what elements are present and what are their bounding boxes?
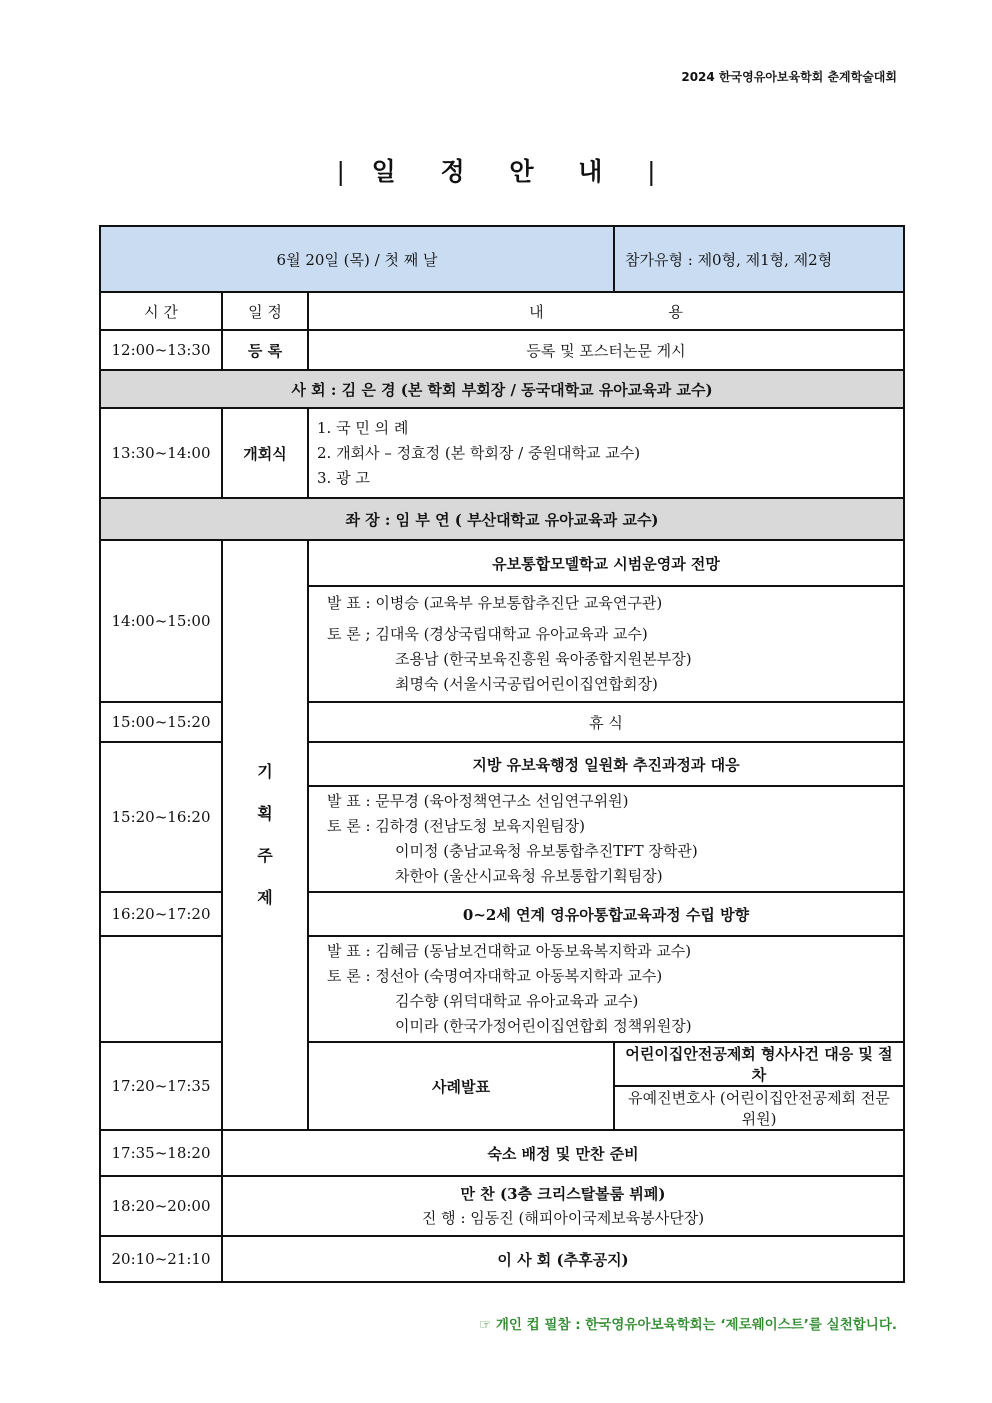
- session2-title-row: [100, 742, 904, 786]
- title-bar-right: |: [647, 157, 656, 186]
- board-content: 이 사 회 (추후공지): [222, 1236, 904, 1282]
- opening-item: 1. 국 민 의 례: [317, 418, 409, 437]
- opening-item: 3. 광 고: [317, 468, 370, 487]
- session3-details: [308, 936, 904, 1042]
- case-label: 사례발표: [308, 1042, 614, 1130]
- session3-discussant: 김수향 (위덕대학교 유아교육과 교수): [395, 992, 639, 1010]
- dinner-row: [100, 1176, 904, 1236]
- day-label: 6월 20일 (목) / 첫 째 날: [100, 226, 614, 292]
- session3-title-row: [100, 892, 904, 936]
- session1-time: 14:00~15:00: [100, 540, 222, 702]
- mc-row: [100, 370, 904, 408]
- session1-discussant: 조용남 (한국보육진흥원 육아종합지원본부장): [395, 650, 692, 668]
- case-title: 어린이집안전공제회 형사사건 대응 및 절차: [614, 1042, 904, 1086]
- registration-row: [100, 330, 904, 370]
- session1-title-row: [100, 540, 904, 586]
- session1-title: 유보통합모델학교 시범운영과 전망: [308, 540, 904, 586]
- session3-empty-time: [100, 936, 222, 1042]
- session1-details: [308, 586, 904, 702]
- break-label: 휴 식: [308, 702, 904, 742]
- case-time: 17:20~17:35: [100, 1042, 222, 1130]
- lodging-time: 17:35~18:20: [100, 1130, 222, 1176]
- session2-discussant: 이미정 (충남교육청 유보통합추진TFT 장학관): [395, 842, 698, 860]
- session3-time: 16:20~17:20: [100, 892, 222, 936]
- session1-presenter: 발 표 : 이병승 (교육부 유보통합추진단 교육연구관): [327, 594, 663, 612]
- session2-discussant: 토 론 : 김하경 (전남도청 보육지원팀장): [327, 817, 585, 835]
- opening-label: 개회식: [222, 408, 308, 498]
- lodging-row: [100, 1130, 904, 1176]
- case-title-row: [100, 1042, 904, 1086]
- registration-label: 등 록: [222, 330, 308, 370]
- planned-char: 제: [257, 888, 273, 907]
- opening-row: [100, 408, 904, 498]
- participation-type: 참가유형 : 제0형, 제1형, 제2형: [614, 226, 904, 292]
- lodging-content: 숙소 배정 및 만찬 준비: [222, 1130, 904, 1176]
- chair-row: [100, 498, 904, 540]
- session3-detail-row: [100, 936, 904, 1042]
- registration-content: 등록 및 포스터논문 게시: [308, 330, 904, 370]
- opening-time: 13:30~14:00: [100, 408, 222, 498]
- title-text: 일 정 안 내: [371, 157, 621, 186]
- board-row: [100, 1236, 904, 1282]
- session1-discussant: 최명숙 (서울시국공립어린이집연합회장): [395, 675, 658, 693]
- day-header-row: [100, 226, 904, 292]
- registration-time: 12:00~13:30: [100, 330, 222, 370]
- zero-waste-note: ☞ 개인 컵 필참 : 한국영유아보육학회는 ‘제로웨이스트’를 실천합니다.: [479, 1317, 897, 1333]
- header-content: 내 용: [308, 292, 904, 330]
- session3-discussant: 이미라 (한국가정어린이집연합회 정책위원장): [395, 1017, 692, 1035]
- dinner-time: 18:20~20:00: [100, 1176, 222, 1236]
- case-speaker: 유예진변호사 (어린이집안전공제회 전문위원): [614, 1086, 904, 1130]
- break-row: [100, 702, 904, 742]
- schedule-table: [99, 225, 905, 1283]
- planned-char: 기: [257, 762, 273, 781]
- conference-header-note: 2024 한국영유아보육학회 춘계학술대회: [681, 70, 897, 84]
- opening-items: [308, 408, 904, 498]
- session3-discussant: 토 론 : 정선아 (숙명여자대학교 아동복지학과 교수): [327, 967, 663, 985]
- dinner-content: [222, 1176, 904, 1236]
- break-time: 15:00~15:20: [100, 702, 222, 742]
- mc-info: 사 회 : 김 은 경 (본 학회 부회장 / 동국대학교 유아교육과 교수): [100, 370, 904, 408]
- session1-discussant: 토 론 ; 김대욱 (경상국립대학교 유아교육과 교수): [327, 625, 648, 643]
- session2-presenter: 발 표 : 문무경 (육아정책연구소 선임연구위원): [327, 792, 629, 810]
- title-bar-left: |: [336, 157, 345, 186]
- board-time: 20:10~21:10: [100, 1236, 222, 1282]
- session3-presenter: 발 표 : 김혜금 (동남보건대학교 아동보육복지학과 교수): [327, 942, 692, 960]
- dinner-host: 진 행 : 임동진 (해피아이국제보육봉사단장): [421, 1209, 705, 1227]
- header-schedule: 일 정: [222, 292, 308, 330]
- planned-char: 주: [257, 846, 273, 865]
- opening-item: 2. 개회사 – 정효정 (본 학회장 / 중원대학교 교수): [317, 443, 641, 462]
- session2-title: 지방 유보육행정 일원화 추진과정과 대응: [308, 742, 904, 786]
- session2-discussant: 차한아 (울산시교육청 유보통합기획팀장): [395, 867, 663, 885]
- header-time: 시 간: [100, 292, 222, 330]
- dinner-title: 만 찬 (3층 크리스탈볼룸 뷔페): [460, 1185, 666, 1203]
- session2-details: [308, 786, 904, 892]
- column-header-row: [100, 292, 904, 330]
- chair-info: 좌 장 : 임 부 연 ( 부산대학교 유아교육과 교수): [100, 498, 904, 540]
- session3-title: 0~2세 연계 영유아통합교육과정 수립 방향: [308, 892, 904, 936]
- document-title: [0, 152, 992, 188]
- planned-char: 획: [257, 804, 273, 823]
- session2-time: 15:20~16:20: [100, 742, 222, 892]
- planned-theme-label: [222, 540, 308, 1130]
